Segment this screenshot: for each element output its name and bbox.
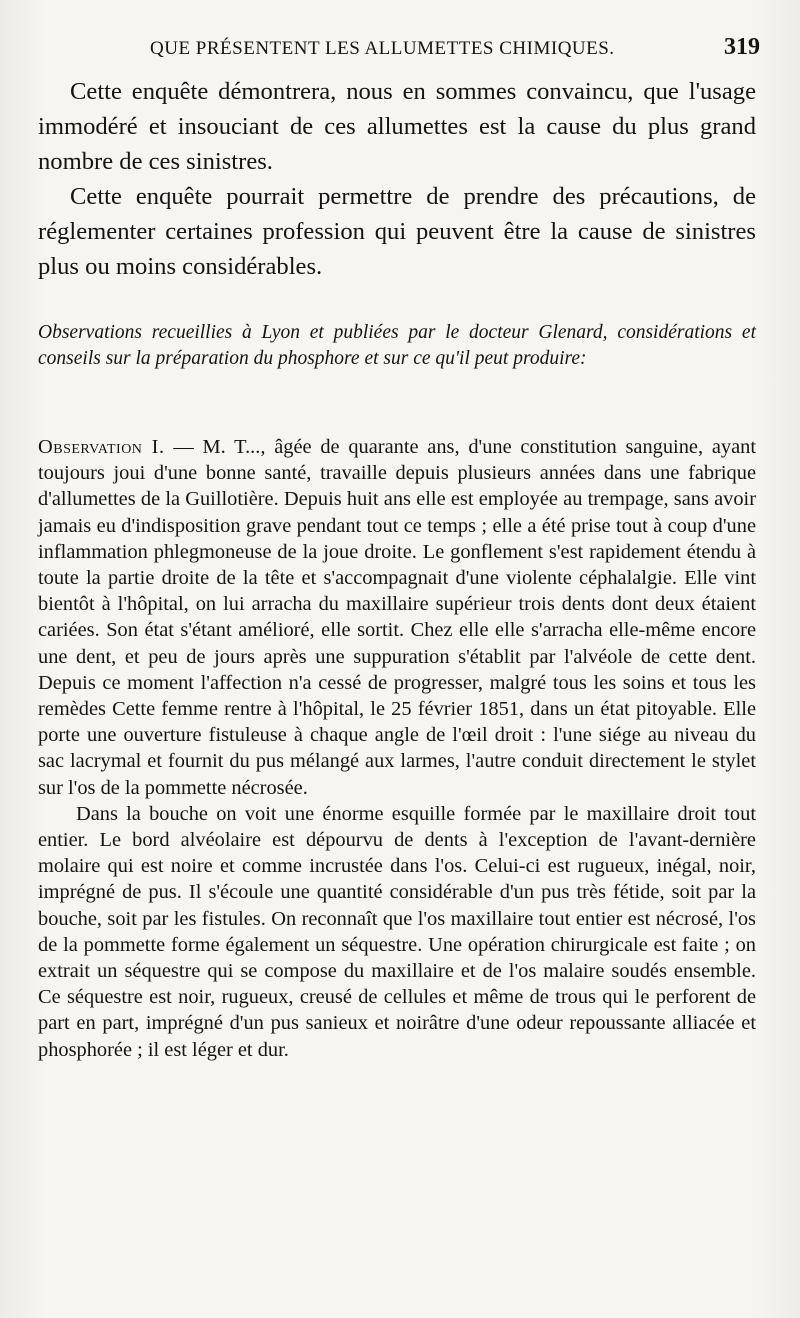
observation-paragraph-2: Dans la bouche on voit une énorme esquille formée par le maxillaire droit tout entier. Le bord alvéolaire est dépourvu de dents à l'exception de l'avant-dernière molaire qui est noire et comme incrustée dans l'os. Celui-ci est rugueux, inégal, noir, imprégné de pus. Il s'écoule une quantité considérable d'un pus très fétide, soit par la bouche, soit par les fistules. On reconnaît que l'os maxillaire tout entier est nécrosé, l'os de la pommette forme également un séquestre. Une opération chirurgicale est faite ; on extrait un séquestre qui se compose du maxillaire et de l'os malaire soudés ensemble. Ce séquestre est noir, rugueux, creusé de cellules et même de trous qui le perforent de part en part, imprégné d'un pus sanieux et noirâtre d'une odeur repoussante alliacée et phosphorée ; il est léger et dur. (38, 802, 756, 1061)
caption-text: Observations recueillies à Lyon et publiées par le docteur Glenard, considérations et conseils sur la préparation du phosphore et sur ce qu'il peut produire: (38, 322, 756, 369)
intro-paragraph-1: Cette enquête démontrera, nous en sommes convaincu, que l'usage immodéré et insouciant de ces allumettes est la cause du plus grand nombre de ces sinistres. (38, 78, 756, 175)
page-number: 319 (724, 34, 760, 60)
observation-label: Observation I. (38, 436, 165, 458)
observations-caption (38, 320, 756, 372)
observation-paragraph-1 (38, 434, 756, 801)
running-header (150, 34, 760, 64)
observation-section (38, 434, 756, 1063)
intro-section (38, 74, 756, 284)
intro-paragraph-2: Cette enquête pourrait permettre de prendre des précautions, de réglementer certaines profession qui peuvent être la cause de sinistres plus ou moins considérables. (38, 183, 756, 280)
running-title: QUE PRÉSENTENT LES ALLUMETTES CHIMIQUES. (150, 38, 615, 59)
observation-text-1: — M. T..., âgée de quarante ans, d'une constitution sanguine, ayant toujours joui d'une bonne santé, travaille depuis plusieurs années dans une fabrique d'allumettes de la Guillotière. Depuis huit ans elle est employée au trempage, sans avoir jamais eu d'indisposition grave pendant tout ce temps ; elle a été prise tout à coup d'une inflammation phlegmoneuse de la joue droite. Le gonflement s'est rapidement étendu à toute la partie droite de la tête et s'accompagnait d'une violente céphalalgie. Elle vint bientôt à l'hôpital, on lui arracha du maxillaire supérieur trois dents dont deux étaient cariées. Son état s'étant amélioré, elle sortit. Chez elle elle s'arracha elle-même encore une dent, et peu de jours après une suppuration s'établit par l'alvéole de cette dent. Depuis ce moment l'affection n'a cessé de progresser, malgré tous les soins et tous les remèdes Cette femme rentre à l'hôpital, le 25 février 1851, dans un état pitoyable. Elle porte une ouverture fistuleuse à chaque angle de l'œil droit : l'une siége au niveau du sac lacrymal et fournit du pus mélangé aux larmes, l'autre conduit directement le stylet sur l'os de la pommette nécrosée. (38, 436, 756, 799)
